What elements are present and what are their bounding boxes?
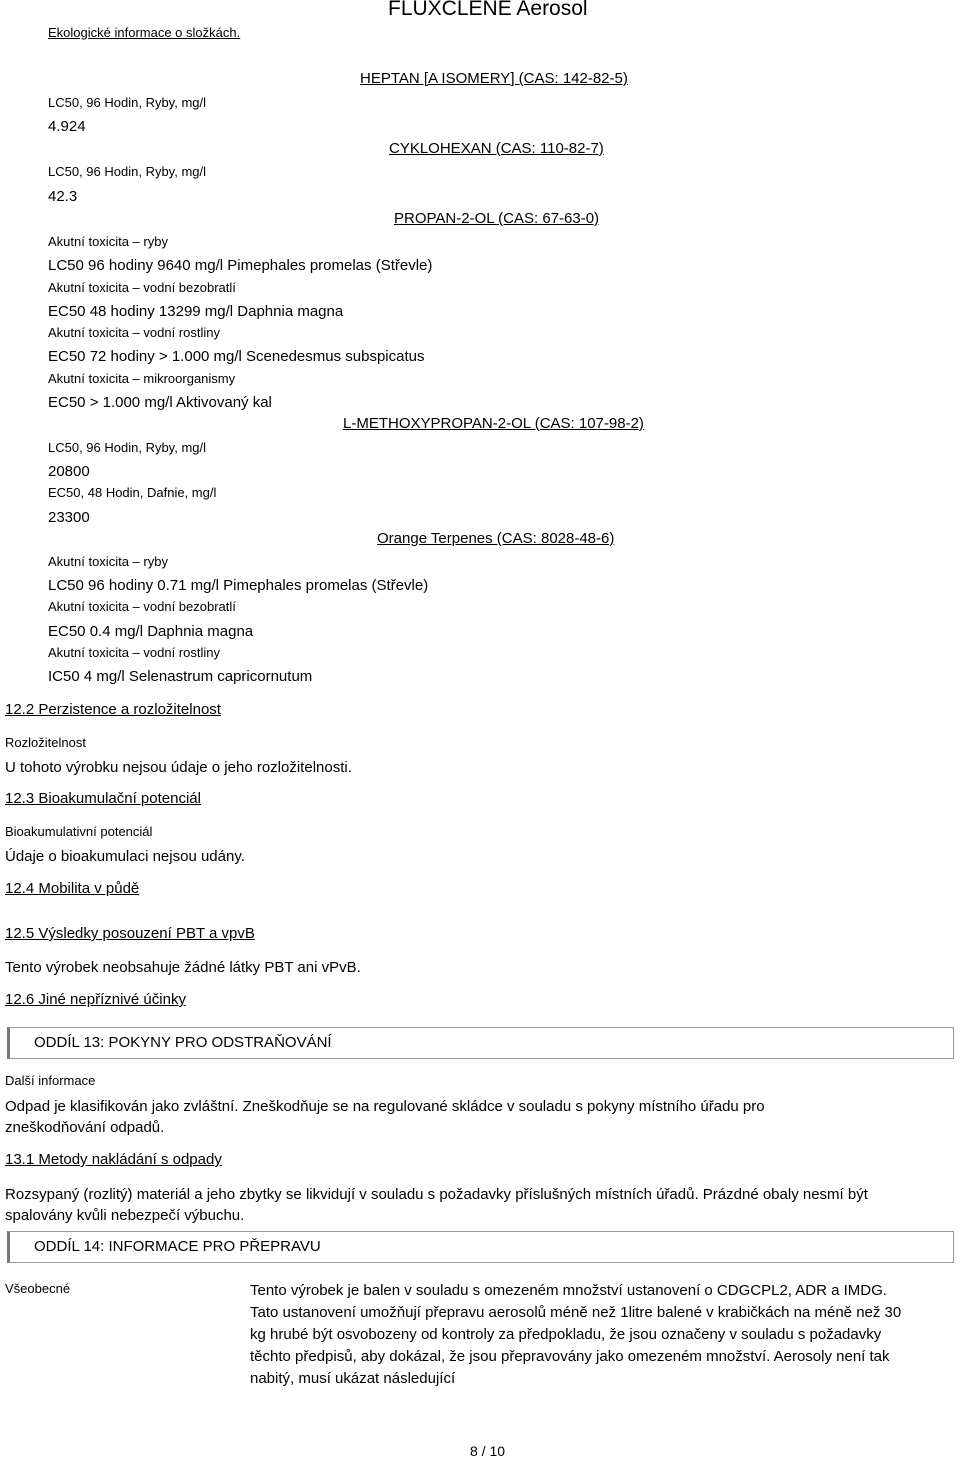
- methoxypropanol-title: L-METHOXYPROPAN-2-OL (CAS: 107-98-2): [343, 415, 644, 432]
- propanol-title: PROPAN-2-OL (CAS: 67-63-0): [394, 210, 600, 227]
- section-12-3-heading: 12.3 Bioakumulační potenciál: [5, 790, 201, 807]
- section-12-5-heading: 12.5 Výsledky posouzení PBT a vpvB: [5, 925, 255, 942]
- bioaccumulation-text: Údaje o bioakumulaci nejsou udány.: [5, 848, 245, 865]
- propanol-label-plants: Akutní toxicita – vodní rostliny: [48, 325, 220, 340]
- terpenes-label-invertebrates: Akutní toxicita – vodní bezobratlí: [48, 599, 236, 614]
- propanol-label-invertebrates: Akutní toxicita – vodní bezobratlí: [48, 280, 236, 295]
- methoxypropanol-value-fish: 20800: [48, 463, 90, 480]
- ecological-info-link[interactable]: Ekologické informace o složkách.: [48, 25, 241, 40]
- page-number: 8 / 10: [470, 1443, 506, 1459]
- general-label: Všeobecné: [5, 1281, 71, 1296]
- degradability-label: Rozložitelnost: [5, 735, 86, 750]
- disposal-text: Odpad je klasifikován jako zvláštní. Zneškodňuje se na regulované skládce v souladu s pokyny místního úřadu pro zneškodňování odpadů.: [5, 1098, 765, 1136]
- product-title: FLUXCLENE Aerosol: [388, 0, 588, 20]
- further-info-label: Další informace: [5, 1073, 96, 1088]
- heptan-value: 4.924: [48, 118, 86, 135]
- section-12-4-heading: 12.4 Mobilita v půdě: [5, 880, 140, 897]
- terpenes-value-plants: IC50 4 mg/l Selenastrum capricornutum: [48, 668, 313, 685]
- section-12-2-heading: 12.2 Perzistence a rozložitelnost: [5, 701, 221, 718]
- terpenes-value-fish: LC50 96 hodiny 0.71 mg/l Pimephales promelas (Střevle): [48, 577, 429, 594]
- propanol-value-plants: EC50 72 hodiny > 1.000 mg/l Scenedesmus subspicatus: [48, 348, 425, 365]
- section-14-title: ODDÍL 14: INFORMACE PRO PŘEPRAVU: [34, 1238, 321, 1255]
- propanol-value-microorganisms: EC50 > 1.000 mg/l Aktivovaný kal: [48, 394, 272, 411]
- section-13-title: ODDÍL 13: POKYNY PRO ODSTRAŇOVÁNÍ: [34, 1034, 332, 1051]
- heptan-label: LC50, 96 Hodin, Ryby, mg/l: [48, 95, 206, 110]
- cyklohexan-label: LC50, 96 Hodin, Ryby, mg/l: [48, 164, 206, 179]
- propanol-label-fish: Akutní toxicita – ryby: [48, 234, 168, 249]
- cyklohexan-value: 42.3: [48, 188, 78, 205]
- transport-text: Tento výrobek je balen v souladu s omezeném množství ustanovení o CDGCPL2, ADR a IMDG. Tato ustanovení umožňují přepravu aerosolů méně než 1litre balené v krabičkách na méně než 30 kg hrubé být osvobozeny od kontroly za předpokladu, že jsou označeny v souladu s požadavky těchto předpisů, aby dokázal, že jsou přepravovány jako omezeném množství. Aerosoly není tak nabitý, musí ukázat následující: [250, 1282, 902, 1387]
- terpenes-value-invertebrates: EC50 0.4 mg/l Daphnia magna: [48, 623, 254, 640]
- terpenes-title: Orange Terpenes (CAS: 8028-48-6): [377, 530, 615, 547]
- section-13-header: [7, 1027, 954, 1059]
- heptan-title: HEPTAN [A ISOMERY] (CAS: 142-82-5): [360, 70, 628, 87]
- methoxypropanol-value-daphnia: 23300: [48, 509, 90, 526]
- propanol-value-invertebrates: EC50 48 hodiny 13299 mg/l Daphnia magna: [48, 303, 344, 320]
- section-13-1-heading: 13.1 Metody nakládání s odpady: [5, 1151, 222, 1168]
- cyklohexan-title: CYKLOHEXAN (CAS: 110-82-7): [389, 140, 604, 157]
- bioaccumulation-label: Bioakumulativní potenciál: [5, 824, 153, 839]
- propanol-label-microorganisms: Akutní toxicita – mikroorganismy: [48, 371, 236, 386]
- terpenes-label-fish: Akutní toxicita – ryby: [48, 554, 168, 569]
- degradability-text: U tohoto výrobku nejsou údaje o jeho rozložitelnosti.: [5, 759, 352, 776]
- pbt-text: Tento výrobek neobsahuje žádné látky PBT ani vPvB.: [5, 959, 361, 976]
- methoxypropanol-label-fish: LC50, 96 Hodin, Ryby, mg/l: [48, 440, 206, 455]
- waste-methods-text: Rozsypaný (rozlitý) materiál a jeho zbytky se likvidují v souladu s požadavky příslušných místních úřadů. Prázdné obaly nesmí být spalovány kvůli nebezpečí výbuchu.: [5, 1186, 868, 1224]
- section-14-header: [7, 1231, 954, 1263]
- propanol-value-fish: LC50 96 hodiny 9640 mg/l Pimephales promelas (Střevle): [48, 257, 433, 274]
- terpenes-label-plants: Akutní toxicita – vodní rostliny: [48, 645, 220, 660]
- methoxypropanol-label-daphnia: EC50, 48 Hodin, Dafnie, mg/l: [48, 485, 217, 500]
- section-12-6-heading: 12.6 Jiné nepříznivé účinky: [5, 991, 186, 1008]
